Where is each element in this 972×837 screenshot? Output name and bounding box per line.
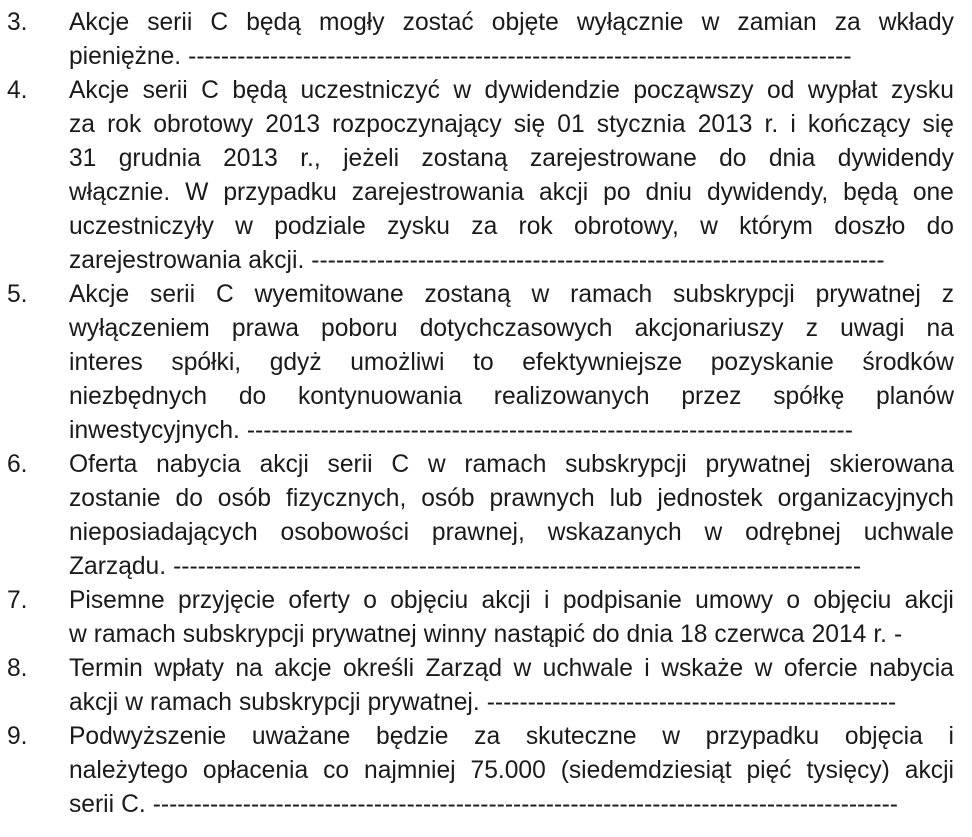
word: o bbox=[363, 587, 377, 614]
word: obrotowy bbox=[153, 111, 254, 138]
word: za bbox=[471, 213, 498, 240]
word: osobowości bbox=[280, 519, 410, 546]
word: należytego bbox=[69, 757, 188, 784]
word: w bbox=[700, 213, 718, 240]
word: C bbox=[210, 9, 229, 36]
word: nieposiadających bbox=[69, 519, 258, 546]
word: i bbox=[644, 655, 650, 682]
word: jednostek bbox=[657, 485, 763, 512]
word: uważane bbox=[251, 723, 351, 750]
word: wyłączeniem bbox=[69, 315, 210, 342]
word: w bbox=[701, 9, 720, 36]
word: kończący bbox=[807, 111, 911, 138]
paragraph-line bbox=[69, 108, 954, 142]
word: w bbox=[704, 519, 723, 546]
word: Zarząd bbox=[425, 655, 503, 682]
word: przypadku bbox=[223, 179, 337, 206]
word: akcji bbox=[259, 451, 309, 478]
word: nabycia bbox=[869, 655, 954, 682]
word: -------------------------------------------------- bbox=[486, 689, 897, 716]
word: wypłat bbox=[807, 77, 878, 104]
word: akcje bbox=[274, 655, 332, 682]
paragraph-line bbox=[69, 414, 954, 448]
word: dywidendy bbox=[837, 145, 954, 172]
word: --------------------------------------------------------------------------------- bbox=[188, 43, 852, 70]
word: akcji bbox=[904, 587, 954, 614]
word: rok bbox=[107, 111, 142, 138]
word: C bbox=[215, 281, 234, 308]
word: przypadku bbox=[705, 723, 820, 750]
word: zamian bbox=[737, 9, 817, 36]
word: włącznie. bbox=[69, 179, 171, 206]
word: obrotowy, bbox=[573, 213, 679, 240]
word: Akcje bbox=[69, 9, 130, 36]
word: do bbox=[926, 213, 954, 240]
word: opłacenia bbox=[202, 757, 309, 784]
word: winny bbox=[423, 621, 487, 648]
paragraph-line bbox=[69, 6, 954, 40]
word: uwagi bbox=[840, 315, 905, 342]
word: r. bbox=[873, 621, 887, 648]
word: do bbox=[719, 145, 747, 172]
word: realizowanych bbox=[493, 383, 650, 410]
word: akcji bbox=[538, 179, 589, 206]
word: uczestniczyły bbox=[69, 213, 214, 240]
word: 2013 bbox=[697, 111, 753, 138]
list-item-number: 4. bbox=[7, 77, 28, 104]
word: wskazanych bbox=[547, 519, 682, 546]
word: ---------------------------------------------------------------------- bbox=[311, 247, 885, 274]
word: kontynuowania bbox=[297, 383, 463, 410]
word: odrębnej bbox=[745, 519, 841, 546]
paragraph-line bbox=[69, 584, 954, 618]
word: zarejestrowania bbox=[69, 247, 242, 274]
word: w bbox=[513, 655, 532, 682]
paragraph-line bbox=[69, 176, 954, 210]
word: -------------------------------------------------------------------------- bbox=[246, 417, 853, 444]
paragraph-line bbox=[69, 482, 954, 516]
word: 18 bbox=[680, 621, 708, 648]
word: 2013 bbox=[223, 145, 278, 172]
word: i bbox=[544, 587, 550, 614]
word: niezbędnych bbox=[69, 383, 208, 410]
word: objęcia bbox=[844, 723, 923, 750]
word: ramach bbox=[570, 281, 653, 308]
word: zysku bbox=[891, 77, 954, 104]
paragraph-line bbox=[69, 40, 954, 74]
word: subskrypcji bbox=[673, 281, 795, 308]
word: co bbox=[323, 757, 350, 784]
word: 2013 bbox=[265, 111, 320, 138]
word: pozyskanie bbox=[710, 349, 834, 376]
list-item-number: 8. bbox=[7, 655, 28, 682]
word: objęte bbox=[491, 9, 559, 36]
word: ofercie bbox=[783, 655, 858, 682]
word: w bbox=[662, 723, 680, 750]
word: skierowana bbox=[829, 451, 954, 478]
word: zostaną bbox=[424, 281, 511, 308]
word: oferty bbox=[288, 587, 350, 614]
word: prawa bbox=[231, 315, 299, 342]
word: określi bbox=[342, 655, 415, 682]
paragraph-line bbox=[69, 550, 954, 584]
word: wkłady bbox=[878, 9, 954, 36]
word: inwestycyjnych. bbox=[69, 417, 240, 444]
word: poboru bbox=[321, 315, 398, 342]
word: w bbox=[754, 655, 773, 682]
word: tysięcy) bbox=[806, 757, 890, 784]
word: to bbox=[473, 349, 494, 376]
word: za bbox=[834, 9, 861, 36]
word: akcji bbox=[481, 587, 531, 614]
word: Podwyższenie bbox=[69, 723, 227, 750]
word: dniu bbox=[645, 179, 692, 206]
word: dywidendy, bbox=[706, 179, 829, 206]
paragraph-line bbox=[69, 380, 954, 414]
word: którym bbox=[739, 213, 813, 240]
word: dotychczasowych bbox=[419, 315, 613, 342]
word: wskaże bbox=[661, 655, 744, 682]
word: wpłaty bbox=[154, 655, 224, 682]
word: w bbox=[235, 213, 253, 240]
list-item-number: 5. bbox=[7, 281, 28, 308]
word: za bbox=[69, 111, 95, 138]
word: stycznia bbox=[596, 111, 686, 138]
word: akcji. bbox=[248, 247, 305, 274]
list-item-number: 7. bbox=[7, 587, 28, 614]
word: podpisanie bbox=[562, 587, 682, 614]
word: prywatnej bbox=[705, 451, 811, 478]
word: fizycznych, bbox=[286, 485, 407, 512]
word: pięć bbox=[746, 757, 792, 784]
word: organizacyjnych bbox=[777, 485, 954, 512]
word: z bbox=[805, 315, 819, 342]
word: umożliwi bbox=[350, 349, 445, 376]
word: zarejestrowane bbox=[529, 145, 697, 172]
word: umowy bbox=[695, 587, 774, 614]
paragraph-line bbox=[69, 278, 954, 312]
word: prywatnej bbox=[311, 621, 417, 648]
word: subskrypcji bbox=[182, 621, 305, 648]
word: - bbox=[894, 621, 903, 648]
word: w bbox=[453, 77, 472, 104]
paragraph-line bbox=[69, 142, 954, 176]
word: akcji bbox=[904, 757, 954, 784]
word: ramach bbox=[149, 689, 232, 716]
word: ------------------------------------------------------------------------------------ bbox=[173, 553, 862, 580]
word: pieniężne. bbox=[69, 43, 182, 70]
word: zostanie bbox=[69, 485, 161, 512]
paragraph-line bbox=[69, 720, 954, 754]
word: się bbox=[922, 111, 954, 138]
word: będą bbox=[232, 77, 288, 104]
word: rok bbox=[518, 213, 553, 240]
word: subskrypcji bbox=[238, 689, 361, 716]
word: W bbox=[185, 179, 209, 206]
word: dnia bbox=[768, 145, 816, 172]
paragraph-line bbox=[69, 788, 954, 822]
list-item-number: 6. bbox=[7, 451, 28, 478]
word: objęciu bbox=[390, 587, 469, 614]
word: prawnej, bbox=[431, 519, 525, 546]
word: Termin bbox=[69, 655, 143, 682]
word: serii bbox=[142, 77, 188, 104]
word: r. bbox=[764, 111, 779, 138]
word: lub bbox=[609, 485, 643, 512]
word: Akcje bbox=[69, 77, 130, 104]
paragraph-line bbox=[69, 210, 954, 244]
word: od bbox=[767, 77, 795, 104]
word: zysku bbox=[387, 213, 450, 240]
word: planów bbox=[876, 383, 954, 410]
word: spółki, bbox=[171, 349, 242, 376]
word: jeżeli bbox=[343, 145, 400, 172]
word: grudnia bbox=[118, 145, 201, 172]
word: efektywniejsze bbox=[522, 349, 683, 376]
word: C bbox=[201, 77, 219, 104]
word: będzie bbox=[376, 723, 449, 750]
word: do bbox=[592, 621, 620, 648]
word: uczestniczyć bbox=[300, 77, 440, 104]
word: zostaną bbox=[421, 145, 508, 172]
word: akcji bbox=[69, 689, 119, 716]
word: gdyż bbox=[269, 349, 322, 376]
word: r., bbox=[300, 145, 321, 172]
word: C. bbox=[121, 791, 146, 818]
paragraph-line bbox=[69, 516, 954, 550]
paragraph-line bbox=[69, 686, 954, 720]
word: na bbox=[235, 655, 263, 682]
word: będą bbox=[843, 179, 898, 206]
word: dywidendzie bbox=[484, 77, 620, 104]
word: spółkę bbox=[773, 383, 845, 410]
word: (siedemdziesiąt bbox=[560, 757, 732, 784]
word: o bbox=[786, 587, 801, 614]
word: osób bbox=[217, 485, 272, 512]
paragraph-line bbox=[69, 312, 954, 346]
word: przyjęcie bbox=[178, 587, 276, 614]
word: osób bbox=[421, 485, 475, 512]
word: 01 bbox=[557, 111, 585, 138]
paragraph-line bbox=[69, 448, 954, 482]
word: prawnych bbox=[489, 485, 595, 512]
list-item-number: 9. bbox=[7, 723, 28, 750]
word: akcjonariuszy bbox=[634, 315, 784, 342]
word: prywatnej. bbox=[367, 689, 480, 716]
word: doszło bbox=[834, 213, 906, 240]
word: Zarządu. bbox=[69, 553, 167, 580]
word: nabycia bbox=[156, 451, 241, 478]
paragraph-line bbox=[69, 754, 954, 788]
word: do bbox=[175, 485, 203, 512]
word: ramach bbox=[464, 451, 547, 478]
word: najmniej bbox=[364, 757, 456, 784]
word: w bbox=[531, 281, 550, 308]
word: wyemitowane bbox=[254, 281, 404, 308]
word: C bbox=[391, 451, 410, 478]
word: rozpoczynający bbox=[332, 111, 502, 138]
word: 2014 bbox=[811, 621, 867, 648]
word: i bbox=[790, 111, 796, 138]
word: skuteczne bbox=[525, 723, 637, 750]
word: Oferta bbox=[69, 451, 138, 478]
word: 75.000 bbox=[470, 757, 546, 784]
word: one bbox=[912, 179, 954, 206]
word: przez bbox=[681, 383, 742, 410]
word: zarejestrowania bbox=[351, 179, 525, 206]
word: 31 bbox=[69, 145, 97, 172]
word: w bbox=[125, 689, 143, 716]
word: objęciu bbox=[813, 587, 892, 614]
word: czerwca bbox=[714, 621, 805, 648]
word: ------------------------------------------------------------------------------------------- bbox=[152, 791, 898, 818]
word: środków bbox=[862, 349, 954, 376]
word: do bbox=[238, 383, 267, 410]
word: się bbox=[513, 111, 546, 138]
word: serii bbox=[147, 9, 193, 36]
word: nastąpić bbox=[493, 621, 586, 648]
word: po bbox=[603, 179, 631, 206]
word: Akcje bbox=[69, 281, 130, 308]
word: począwszy bbox=[633, 77, 754, 104]
word: na bbox=[926, 315, 954, 342]
paragraph-line bbox=[69, 244, 954, 278]
word: w bbox=[69, 621, 87, 648]
word: uchwale bbox=[542, 655, 633, 682]
word: serii bbox=[327, 451, 373, 478]
word: interes bbox=[69, 349, 143, 376]
word: ramach bbox=[93, 621, 176, 648]
word: dnia bbox=[626, 621, 674, 648]
word: za bbox=[474, 723, 501, 750]
list-item-number: 3. bbox=[7, 9, 28, 36]
word: wyłącznie bbox=[576, 9, 684, 36]
word: podziale bbox=[274, 213, 366, 240]
paragraph-line bbox=[69, 346, 954, 380]
word: serii bbox=[150, 281, 196, 308]
word: subskrypcji bbox=[565, 451, 687, 478]
word: Pisemne bbox=[69, 587, 165, 614]
word: mogły bbox=[318, 9, 385, 36]
paragraph-line bbox=[69, 652, 954, 686]
paragraph-line bbox=[69, 74, 954, 108]
word: i bbox=[948, 723, 954, 750]
word: prywatnej bbox=[815, 281, 921, 308]
word: będą bbox=[246, 9, 301, 36]
word: z bbox=[941, 281, 954, 308]
word: uchwale bbox=[863, 519, 954, 546]
word: w bbox=[427, 451, 446, 478]
paragraph-line bbox=[69, 618, 954, 652]
word: serii bbox=[69, 791, 115, 818]
word: zostać bbox=[402, 9, 474, 36]
